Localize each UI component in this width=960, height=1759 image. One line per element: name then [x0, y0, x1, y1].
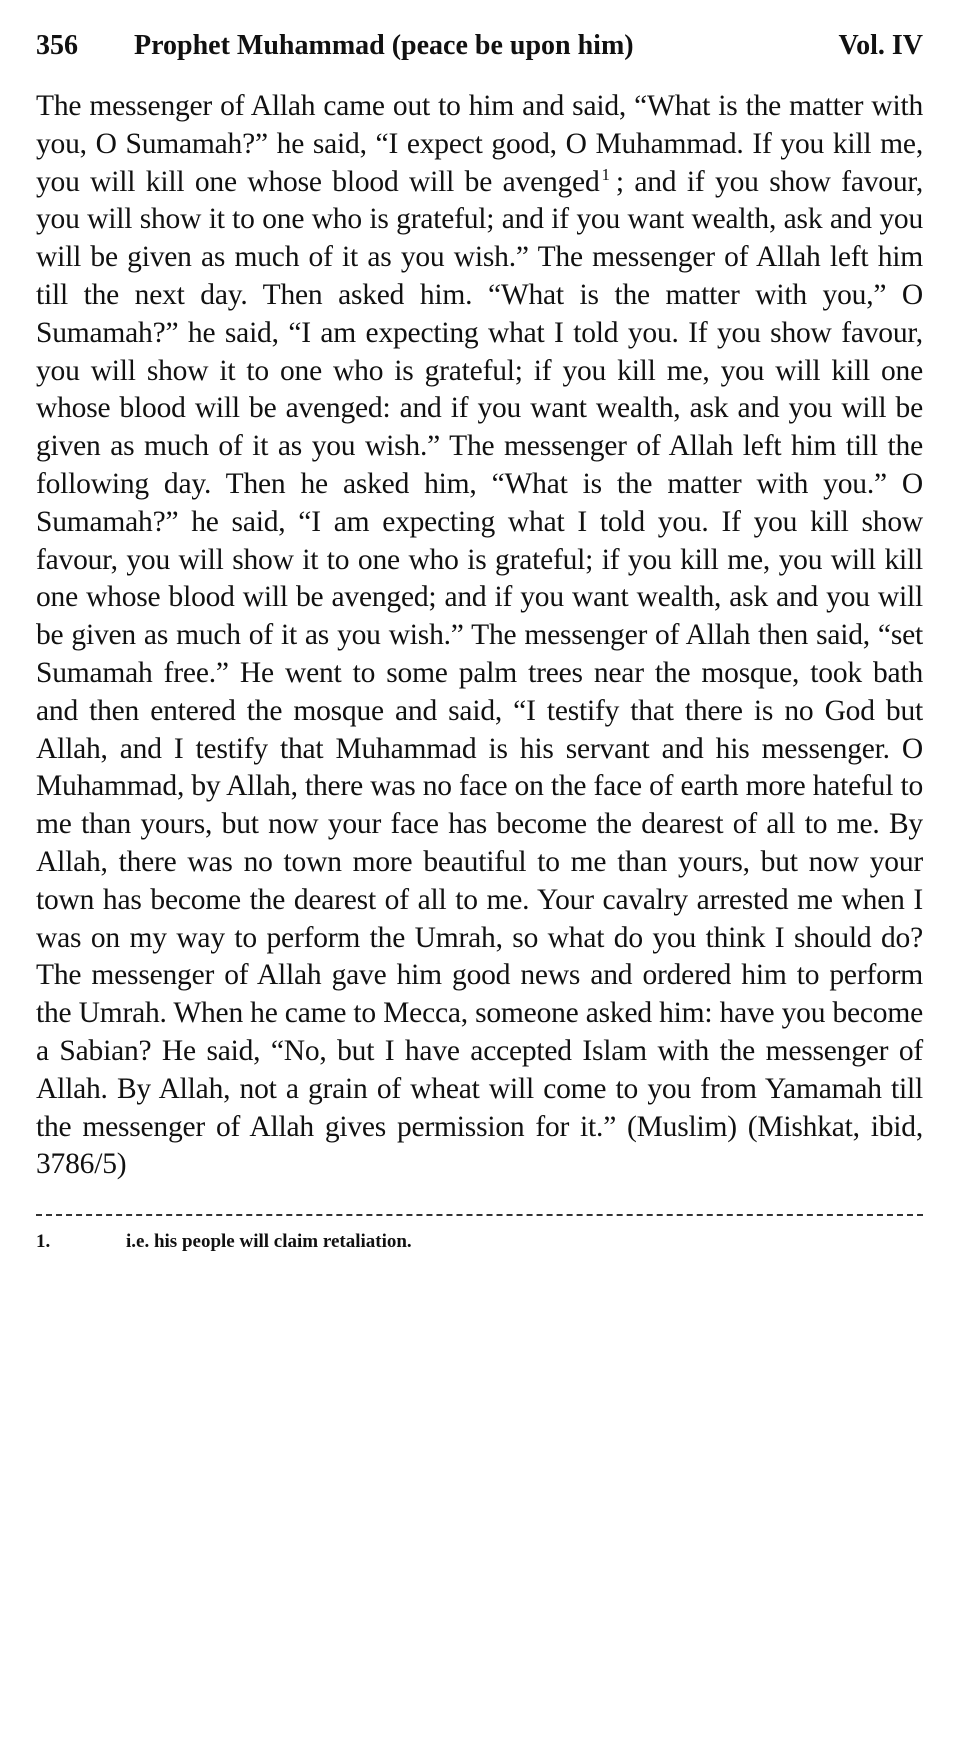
- running-title: Prophet Muhammad (peace be upon him): [134, 30, 634, 61]
- body-text-part-2: ; and if you show favour, you will show it to one who is grateful; and if you want wealth, ask and you will be given as much of it as you wish.” The messenger of Allah left him till the next day. Then asked him. “What is the matter with you,” O Sumamah?” he said, “I am expecting what I told you. If you show favour, you will show it to one who is grateful; if you kill me, you will kill one whose blood will be avenged: and if you want wealth, ask and you will be given as much of it as you wish.” The messenger of Allah left him till the following day. Then he asked him, “What is the matter with you.” O Sumamah?” he said, “I am expecting what I told you. If you kill show favour, you will show it to one who is grateful; if you kill me, you will kill one whose blood will be avenged; and if you want wealth, ask and you will be given as much of it as you wish.” The messenger of Allah then said, “set Sumamah free.” He went to some palm trees near the mosque, took bath and then entered the mosque and said, “I testify that there is no God but Allah, and I testify that Muhammad is his servant and his messenger. O Muhammad, by Allah, there was no face on the face of earth more hateful to me than yours, but now your face has become the dearest of all to me. By Allah, there was no town more beautiful to me than yours, but now your town has become the dearest of all to me. Your cavalry arrested me when I was on my way to perform the Umrah, so what do you think I should do? The messenger of Allah gave him good news and ordered him to perform the Umrah. When he came to Mecca, someone asked him: have you become a Sabian? He said, “No, but I have accepted Islam with the messenger of Allah. By Allah, not a grain of wheat will come to you from Yamamah till the messenger of Allah gives permission for it.” (Muslim) (Mishkat, ibid, 3786/5): [36, 165, 924, 1181]
- footnote-text: i.e. his people will claim retaliation.: [126, 1230, 412, 1252]
- footnote-reference[interactable]: 1: [601, 164, 610, 184]
- body-paragraph: [36, 88, 923, 1184]
- footnote: [36, 1230, 923, 1254]
- footnote-separator: [36, 1214, 923, 1216]
- page-number: 356: [36, 30, 78, 61]
- body-text-part-1: The messenger of Allah came out to him and said, “What is the matter with you, O Sumamah?” he said, “I expect good, O Muhammad. If you kill me, you will kill one whose blood will be avenged: [36, 90, 923, 198]
- book-page: [36, 26, 923, 1254]
- footnotes: [36, 1230, 923, 1254]
- footnote-number: 1.: [36, 1230, 51, 1252]
- page-header: [36, 26, 923, 66]
- volume-label: Vol. IV: [838, 30, 923, 61]
